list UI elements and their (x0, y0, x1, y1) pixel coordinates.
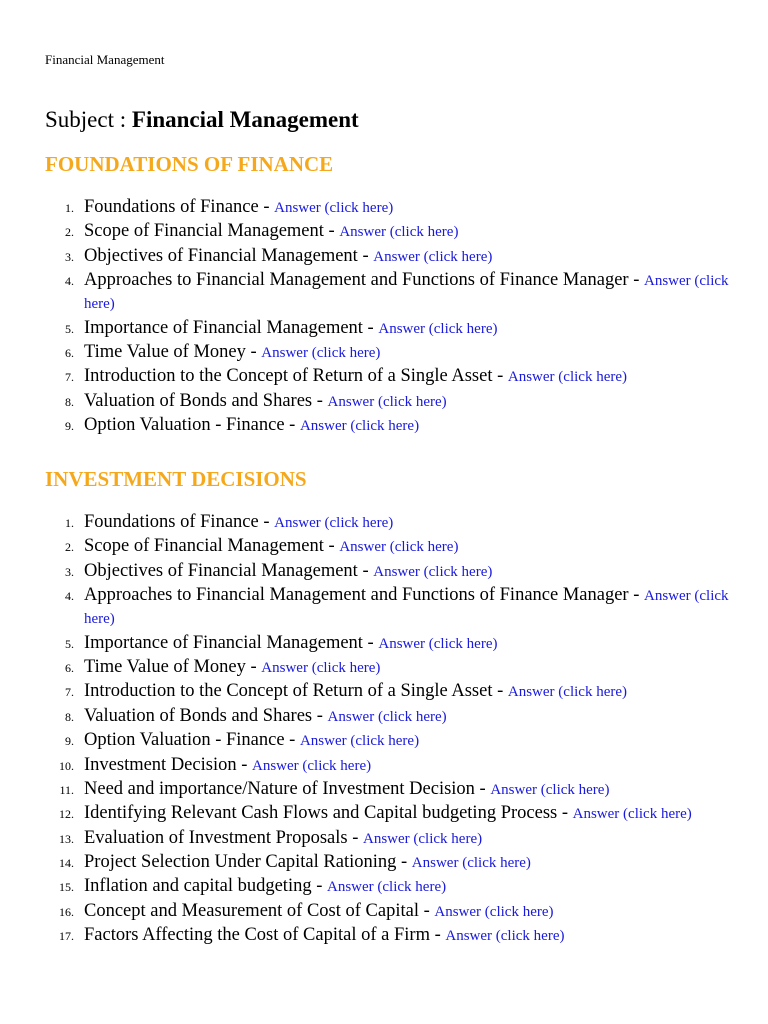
item-title: Introduction to the Concept of Return of a Single Asset - (84, 366, 508, 387)
item-number: 13. (59, 831, 74, 846)
list-item (0, 827, 740, 850)
list-item (0, 365, 740, 388)
section-title-investment: INVESTMENT DECISIONS (45, 467, 307, 491)
item-number: 12. (59, 807, 74, 822)
list-item (0, 317, 740, 340)
list-item (0, 900, 740, 923)
subject-name: Financial Management (131, 107, 359, 132)
list-item (0, 632, 740, 655)
item-number: 15. (59, 880, 74, 895)
item-number: 10. (59, 758, 74, 773)
item-number: 3. (65, 564, 74, 579)
item-title: Foundations of Finance - (84, 512, 275, 532)
item-number: 5. (65, 636, 74, 651)
answer-link[interactable]: Answer (click here) (299, 733, 420, 750)
item-title: Time Value of Money - (84, 341, 262, 362)
item-number: 7. (65, 370, 74, 385)
list-item (0, 511, 740, 534)
list-item (0, 729, 740, 752)
item-title: Approaches to Financial Management and Functions of Finance Manager - (84, 270, 644, 291)
answer-link[interactable]: Answer (click here) (339, 539, 459, 556)
list-item (0, 245, 740, 268)
item-title: Scope of Financial Management - (84, 536, 340, 557)
answer-link[interactable]: Answer (click here) (373, 248, 493, 265)
list-item (0, 414, 740, 437)
list-item (0, 341, 740, 364)
item-title: Inflation and capital budgeting - (84, 876, 327, 897)
list-item (0, 220, 740, 243)
item-number: 3. (65, 249, 74, 264)
item-number: 6. (65, 660, 74, 675)
item-title: Option Valuation - Finance - (84, 730, 300, 751)
list-item (0, 680, 740, 703)
item-title: Need and importance/Nature of Investment Decision - (84, 778, 491, 799)
topic-list-foundations (0, 196, 740, 439)
answer-link[interactable]: Answer (click here) (339, 224, 459, 241)
item-title: Option Valuation - Finance - (84, 415, 300, 436)
list-item (0, 269, 740, 315)
item-number: 8. (65, 709, 74, 724)
item-number: 9. (65, 734, 74, 749)
item-number: 17. (59, 929, 74, 944)
item-number: 1. (65, 516, 74, 530)
item-title: Approaches to Financial Management and Functions of Finance Manager - (84, 585, 644, 606)
item-title: Importance of Financial Management - (84, 317, 379, 338)
item-title: Time Value of Money - (84, 656, 262, 677)
item-title: Project Selection Under Capital Rationing - (84, 852, 412, 873)
item-number: 6. (65, 345, 74, 360)
item-number: 4. (65, 274, 74, 289)
answer-link[interactable]: Answer (click here) (261, 344, 381, 361)
section-title-foundations: FOUNDATIONS OF FINANCE (45, 152, 334, 176)
item-title: Introduction to the Concept of Return of a Single Asset - (84, 681, 508, 702)
item-number: 4. (65, 589, 74, 604)
answer-link[interactable]: Answer (click here) (252, 757, 372, 774)
answer-link[interactable]: Answer (click here) (507, 684, 627, 701)
answer-link[interactable]: Answer (click here) (572, 806, 692, 823)
list-item (0, 778, 740, 801)
list-item (0, 390, 740, 413)
item-title: Importance of Financial Management - (84, 632, 379, 653)
answer-link[interactable]: Answer (click here) (507, 369, 627, 386)
answer-link[interactable]: Answer (click here) (327, 879, 447, 896)
answer-link[interactable]: Answer (click here) (434, 903, 554, 920)
subject-prefix: Subject : (45, 107, 132, 132)
item-number: 11. (59, 782, 74, 797)
item-title: Valuation of Bonds and Shares - (84, 390, 328, 411)
answer-link[interactable]: Answer (click here) (445, 928, 565, 945)
item-number: 5. (65, 321, 74, 336)
item-title: Concept and Measurement of Cost of Capital - (84, 900, 435, 921)
item-number: 16. (59, 904, 74, 919)
item-title: Objectives of Financial Management - (84, 245, 374, 266)
item-title: Valuation of Bonds and Shares - (84, 705, 328, 726)
answer-link[interactable]: Answer (click here) (490, 781, 610, 798)
answer-link[interactable]: Answer (click here) (84, 273, 729, 313)
item-title: Objectives of Financial Management - (84, 560, 374, 581)
item-number: 9. (65, 419, 74, 434)
answer-link[interactable]: Answer (click here) (378, 635, 498, 652)
list-item (0, 875, 740, 898)
list-item (0, 656, 740, 679)
list-item (0, 196, 740, 219)
answer-link[interactable]: Answer (click here) (373, 563, 493, 580)
answer-link[interactable]: Answer (click here) (327, 708, 447, 725)
answer-link[interactable]: Answer (click here) (84, 588, 729, 628)
item-title: Investment Decision - (84, 754, 252, 775)
list-item (0, 560, 740, 583)
item-number: 1. (65, 201, 74, 215)
answer-link[interactable]: Answer (click here) (299, 418, 420, 435)
item-number: 7. (65, 685, 74, 700)
page-title (45, 106, 359, 134)
answer-link[interactable]: Answer (click here) (327, 393, 447, 410)
item-title: Scope of Financial Management - (84, 221, 340, 242)
item-title: Evaluation of Investment Proposals - (84, 827, 363, 848)
list-item (0, 924, 740, 947)
item-number: 14. (59, 856, 74, 871)
item-number: 2. (65, 540, 74, 555)
running-header: Financial Management (45, 52, 165, 67)
answer-link[interactable]: Answer (click here) (363, 830, 483, 847)
list-item (0, 851, 740, 874)
answer-link[interactable]: Answer (click here) (274, 200, 394, 216)
item-number: 8. (65, 394, 74, 409)
list-item (0, 584, 740, 630)
list-item (0, 535, 740, 558)
answer-link[interactable]: Answer (click here) (261, 659, 381, 676)
answer-link[interactable]: Answer (click here) (274, 515, 394, 531)
item-title: Factors Affecting the Cost of Capital of a Firm - (84, 925, 446, 946)
list-item (0, 705, 740, 728)
topic-list-investment (0, 511, 740, 949)
list-item (0, 754, 740, 777)
list-item (0, 802, 740, 825)
item-title: Foundations of Finance - (84, 197, 275, 217)
item-title: Identifying Relevant Cash Flows and Capital budgeting Process - (84, 803, 573, 824)
answer-link[interactable]: Answer (click here) (411, 855, 531, 872)
item-number: 2. (65, 225, 74, 240)
answer-link[interactable]: Answer (click here) (378, 320, 498, 337)
